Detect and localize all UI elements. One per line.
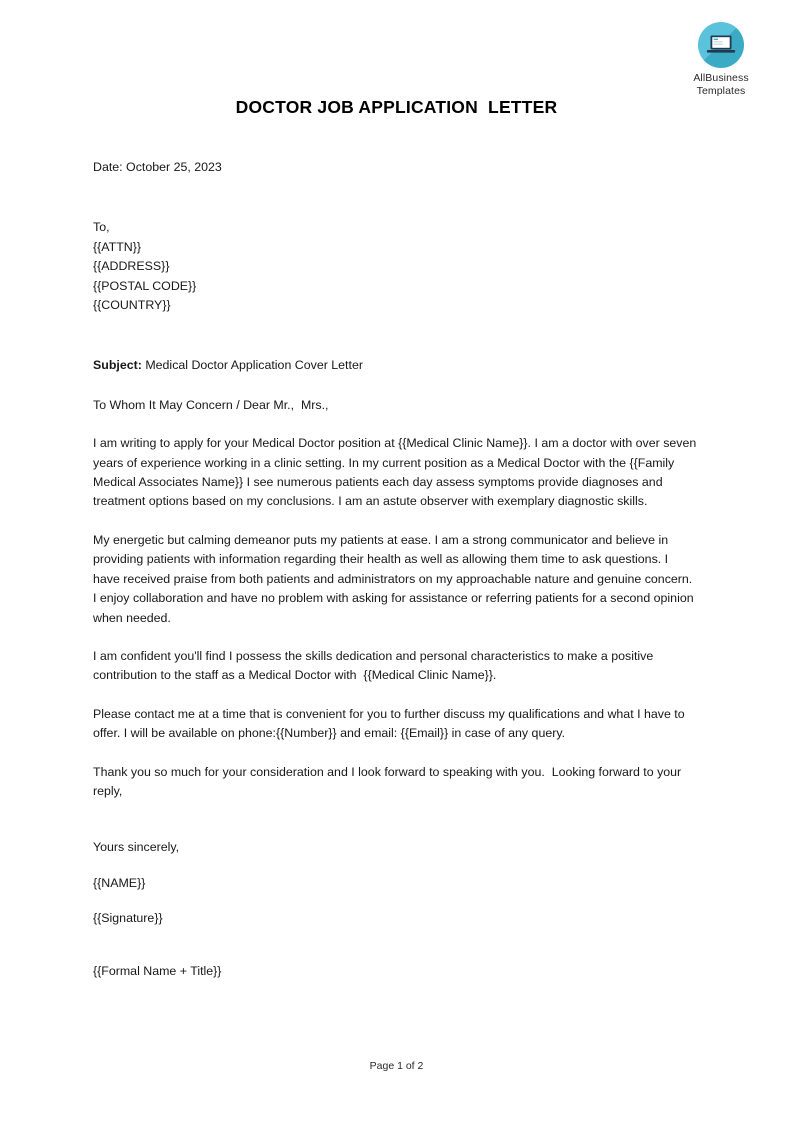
brand-name [675, 72, 767, 97]
body-paragraph-3: I am confident you'll find I possess the skills dedication and personal characteristics to make a positive contribution to the staff as a Medical Doctor with {{Medical Clinic Name}}. [93, 648, 657, 683]
recipient-country: {{COUNTRY}} [93, 298, 171, 313]
name-placeholder: {{NAME}} [93, 875, 146, 890]
recipient-address: {{ADDRESS}} [93, 259, 170, 274]
body-paragraph-2: My energetic but calming demeanor puts my patients at ease. I am a strong communicator and believe in providing patients with information regarding their health as well as allowing them time to ask questions. I have received praise from both patients and administrators on my approachable nature and genuine concern. I enjoy collaboration and have no problem with asking for assistance or referring patients for a second opinion when needed. [93, 532, 698, 625]
page-footer: Page 1 of 2 [369, 1060, 424, 1072]
spacer-closing-name [93, 858, 698, 874]
subject-label: Subject: [93, 358, 142, 373]
recipient-postal-code: {{POSTAL CODE}} [93, 278, 197, 293]
formal-name-placeholder: {{Formal Name + Title}} [93, 963, 222, 978]
spacer-after-date [93, 177, 698, 218]
brand-logo [675, 22, 767, 97]
spacer-after-salutation [93, 415, 698, 434]
page-title: DOCTOR JOB APPLICATION LETTER [235, 97, 558, 117]
brand-name-line1: AllBusiness [693, 72, 749, 84]
recipient-to: To, [93, 220, 110, 235]
letter-body [93, 158, 698, 981]
body-paragraph-1: I am writing to apply for your Medical Doctor position at {{Medical Clinic Name}}. I am a doctor with over seven years of experience working in a clinic setting. In my current position as a Medical Doctor with the {{Family Medical Associates Name}} I see numerous patients each day assess symptoms provide diagnoses and treatment options based on my conclusions. I am an astute observer with exemplary diagnostic skills. [93, 436, 700, 509]
recipient-attn: {{ATTN}} [93, 239, 141, 254]
signature-placeholder: {{Signature}} [93, 911, 163, 926]
body-paragraph-5: Thank you so much for your consideration and I look forward to speaking with you. Looking forward to your reply, [93, 764, 685, 798]
spacer-after-recipient [93, 315, 698, 356]
subject-text: Medical Doctor Application Cover Letter [141, 358, 363, 373]
brand-name-line2: Templates [696, 84, 746, 97]
salutation: To Whom It May Concern / Dear Mr., Mrs., [93, 397, 329, 412]
body-paragraph-4: Please contact me at a time that is convenient for you to further discuss my qualifications and what I have to offer. I will be available on phone:{{Number}} and email: {{Email}} in case of any query. [93, 706, 689, 741]
spacer-after-subject [93, 376, 698, 396]
laptop-glyph [706, 34, 736, 56]
date-line: Date: October 25, 2023 [93, 160, 222, 174]
spacer-name-signature [93, 893, 698, 909]
laptop-icon [698, 22, 744, 68]
spacer-signature-formal [93, 929, 698, 962]
closing-line: Yours sincerely, [93, 840, 180, 855]
subject-line [93, 356, 698, 375]
spacer-before-closing [93, 801, 698, 838]
